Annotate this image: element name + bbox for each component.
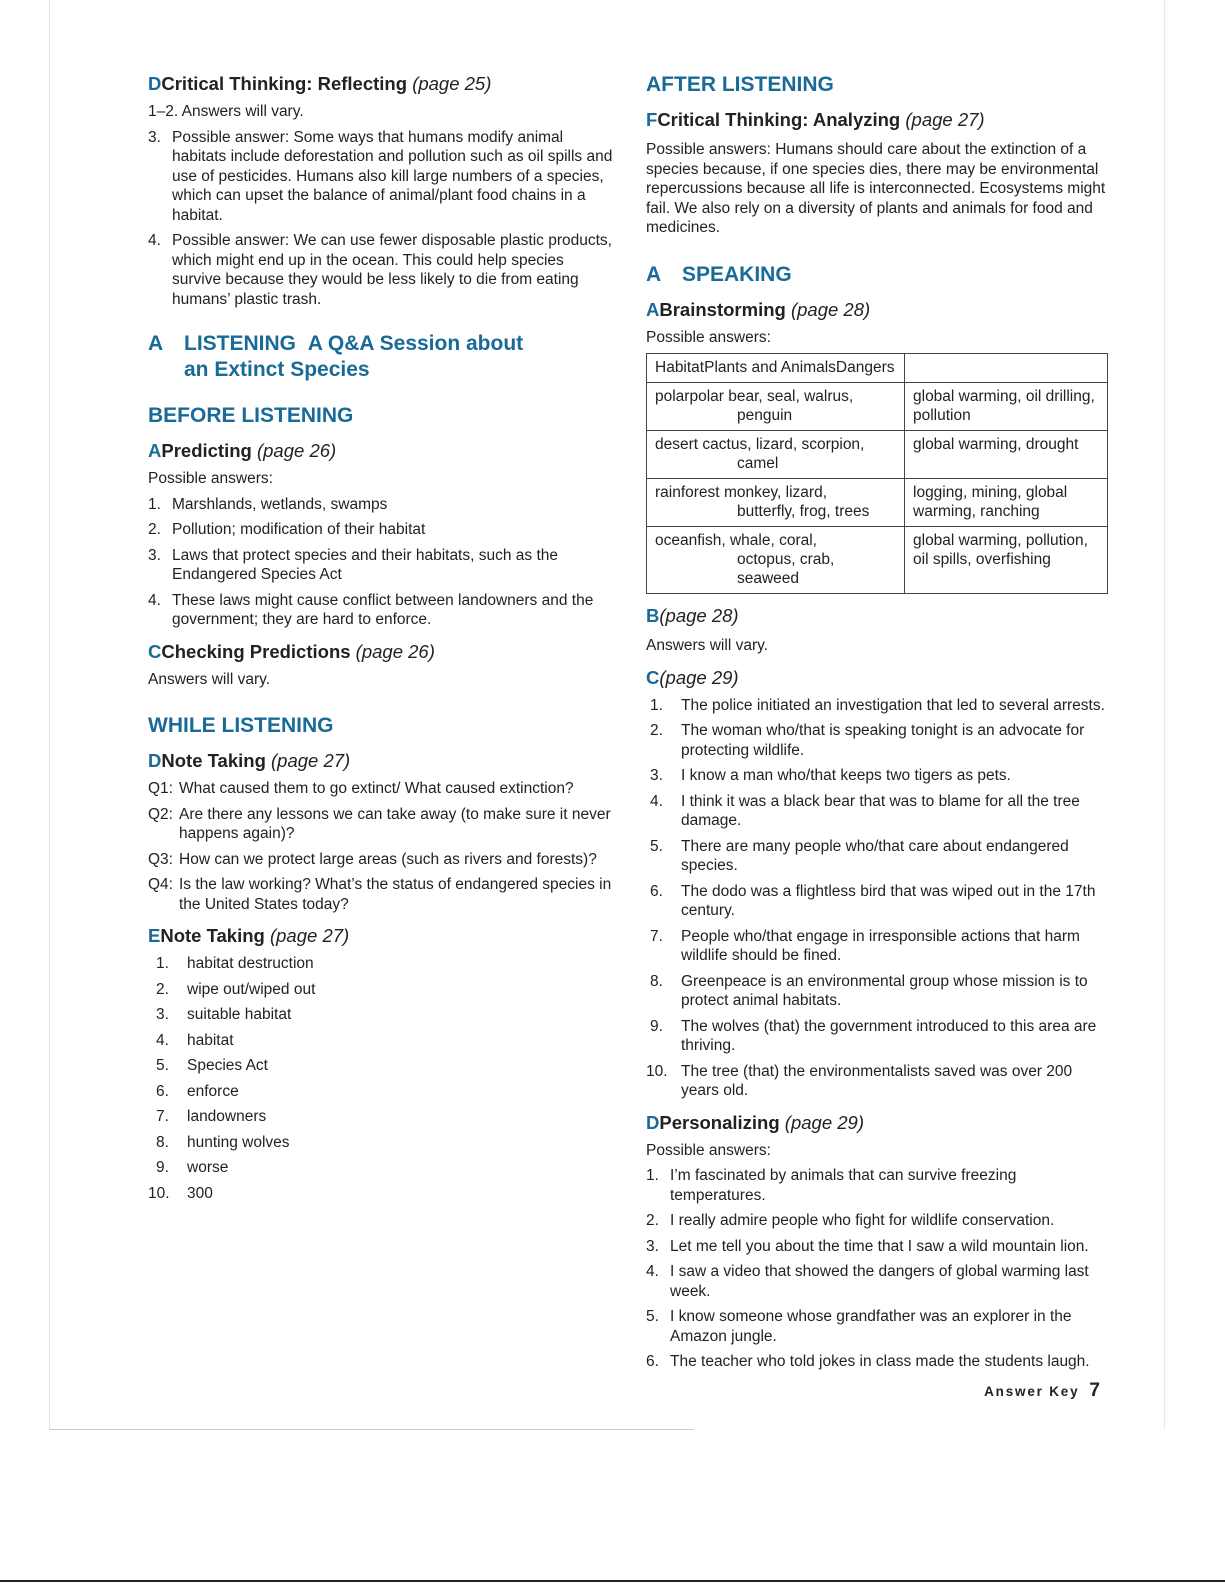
left-column bbox=[148, 70, 613, 1203]
list-item: 2. wipe out/wiped out bbox=[156, 980, 316, 998]
table-row bbox=[647, 527, 1108, 594]
list-item: 9. The wolves (that) the government introduced to this area are thriving. bbox=[650, 1017, 1097, 1054]
footer-label: Answer Key bbox=[984, 1384, 1080, 1399]
table-cell-dangers: global warming, pollution, oil spills, overfishing bbox=[905, 527, 1108, 594]
page-frame-bottom bbox=[49, 1429, 694, 1430]
analyzing-answer: Possible answers: Humans should care about the extinction of a species because, if one species dies, there may be environmental repercussions because all life is interconnected. Ecosystems might fail. We also rely on a diversity of plants and animals for food and medicines. bbox=[646, 141, 1106, 236]
table-cell-habitat-animals: oceanfish, whale, coral, octopus, crab, seaweed bbox=[647, 527, 905, 594]
page-number: 7 bbox=[1089, 1380, 1100, 1401]
activity-c-heading: C(page 29) bbox=[646, 666, 739, 688]
predicting-intro: Possible answers: bbox=[148, 470, 273, 487]
after-listening-heading: AFTER LISTENING bbox=[646, 73, 834, 96]
list-item: 3. Let me tell you about the time that I saw a wild mountain lion. bbox=[646, 1237, 1089, 1255]
list-item: 4. These laws might cause conflict between landowners and the government; they are hard to enforce. bbox=[148, 591, 594, 628]
list-item: 2. Pollution; modification of their habitat bbox=[148, 521, 426, 538]
while-listening-heading: WHILE LISTENING bbox=[148, 714, 334, 737]
list-item: 4. I think it was a black bear that was to blame for all the tree damage. bbox=[650, 792, 1080, 829]
list-item: Q3: How can we protect large areas (such as rivers and forests)? bbox=[148, 850, 597, 868]
personalizing-answers bbox=[646, 1166, 1108, 1372]
list-item: 8. Greenpeace is an environmental group whose mission is to protect animal habitats. bbox=[650, 972, 1088, 1009]
activity-f-analyzing-heading: FCritical Thinking: Analyzing (page 27) bbox=[646, 109, 985, 130]
list-item: 1. The police initiated an investigation that led to several arrests. bbox=[650, 696, 1105, 714]
activity-d-note-taking-heading: DNote Taking (page 27) bbox=[148, 750, 351, 771]
list-item: 10. 300 bbox=[148, 1184, 213, 1202]
list-item: 6. The dodo was a flightless bird that was wiped out in the 17th century. bbox=[650, 882, 1096, 919]
list-item: 6. The teacher who told jokes in class made the students laugh. bbox=[646, 1353, 1090, 1370]
list-item: 1. Marshlands, wetlands, swamps bbox=[148, 495, 388, 513]
table-cell-habitat-animals: polarpolar bear, seal, walrus, penguin bbox=[647, 383, 905, 431]
list-item: 5. I know someone whose grandfather was an explorer in the Amazon jungle. bbox=[646, 1308, 1072, 1345]
personalizing-intro: Possible answers: bbox=[646, 1141, 771, 1159]
list-item: 1. habitat destruction bbox=[156, 955, 314, 972]
predicting-answers bbox=[148, 495, 613, 630]
activity-b-heading: B(page 28) bbox=[646, 605, 739, 626]
before-listening-heading: BEFORE LISTENING bbox=[148, 404, 354, 427]
activity-c-checking-heading: CChecking Predictions (page 26) bbox=[148, 640, 435, 662]
list-item: 7. landowners bbox=[156, 1108, 267, 1125]
activity-b-answer: Answers will vary. bbox=[646, 637, 769, 654]
table-row bbox=[647, 383, 1108, 431]
list-item: 6. enforce bbox=[156, 1082, 239, 1100]
list-item: 4. habitat bbox=[156, 1031, 234, 1049]
habitat-table bbox=[646, 353, 1108, 594]
list-item: Q4: Is the law working? What’s the status of endangered species in the United States today? bbox=[148, 876, 612, 913]
page-footer bbox=[984, 1380, 1100, 1402]
table-cell-habitat-animals: desert cactus, lizard, scorpion, camel bbox=[647, 431, 905, 479]
list-item: 1–2. Answers will vary. bbox=[148, 103, 304, 120]
activity-d-personalizing-heading: DPersonalizing (page 29) bbox=[646, 1111, 864, 1133]
table-cell-dangers: global warming, drought bbox=[905, 431, 1108, 479]
table-row bbox=[647, 431, 1108, 479]
list-item: Q2: Are there any lessons we can take away (to make sure it never happens again)? bbox=[148, 805, 611, 842]
note-taking-questions bbox=[148, 779, 613, 914]
list-item: 5. Species Act bbox=[156, 1057, 268, 1074]
activity-a-brainstorming-heading: ABrainstorming (page 28) bbox=[646, 298, 871, 320]
brainstorming-intro: Possible answers: bbox=[646, 328, 771, 346]
list-item: 3. Laws that protect species and their habitats, such as the Endangered Species Act bbox=[148, 546, 559, 583]
activity-e-note-taking-heading: ENote Taking (page 27) bbox=[148, 925, 350, 946]
reflecting-answers bbox=[148, 102, 613, 309]
checking-answer: Answers will vary. bbox=[148, 670, 271, 688]
table-row bbox=[647, 479, 1108, 527]
table-header-row bbox=[647, 354, 1108, 383]
list-item: 9. worse bbox=[156, 1159, 229, 1176]
list-item: 3. suitable habitat bbox=[156, 1006, 292, 1023]
activity-a-predicting-heading: APredicting (page 26) bbox=[148, 440, 337, 461]
list-item: 8. hunting wolves bbox=[156, 1133, 290, 1151]
right-column bbox=[646, 70, 1108, 1372]
list-item: 1. I’m fascinated by animals that can survive freezing temperatures. bbox=[646, 1167, 1017, 1204]
list-item: 5. There are many people who/that care about endangered species. bbox=[650, 837, 1069, 874]
table-header-cell: HabitatPlants and AnimalsDangers bbox=[647, 354, 905, 383]
listening-section-heading: A LISTENING A Q&A Session about an Extinct Species bbox=[148, 332, 524, 381]
page-frame-right bbox=[1164, 0, 1165, 1430]
list-item: 10. The tree (that) the environmentalists saved was over 200 years old. bbox=[646, 1062, 1073, 1099]
table-cell-dangers: global warming, oil drilling, pollution bbox=[905, 383, 1108, 431]
activity-c-answers bbox=[646, 696, 1108, 1101]
speaking-section-heading: A SPEAKING bbox=[646, 262, 792, 286]
page-frame-left bbox=[49, 0, 50, 1430]
page-bottom-rule bbox=[0, 1580, 1225, 1582]
list-item: Q1: What caused them to go extinct/ What caused extinction? bbox=[148, 780, 574, 797]
list-item: 3. I know a man who/that keeps two tigers as pets. bbox=[650, 767, 1011, 784]
table-cell-habitat-animals: rainforest monkey, lizard, butterfly, frog, trees bbox=[647, 479, 905, 527]
table-cell-dangers: logging, mining, global warming, ranching bbox=[905, 479, 1108, 527]
list-item: 2. I really admire people who fight for wildlife conservation. bbox=[646, 1212, 1055, 1229]
list-item: 7. People who/that engage in irresponsible actions that harm wildlife should be fined. bbox=[650, 927, 1080, 964]
table-header-empty-cell bbox=[905, 354, 1108, 383]
note-taking-answers bbox=[148, 954, 613, 1203]
list-item: 2. The woman who/that is speaking tonight is an advocate for protecting wildlife. bbox=[650, 722, 1085, 759]
list-item: 4. I saw a video that showed the dangers of global warming last week. bbox=[646, 1263, 1089, 1300]
list-item: 4. Possible answer: We can use fewer disposable plastic products, which might end up in the ocean. This could help species survive because they would be less likely to die from eating humans’ plastic trash. bbox=[148, 232, 612, 308]
activity-d-reflecting-heading: DCritical Thinking: Reflecting (page 25) bbox=[148, 73, 492, 94]
list-item: 3. Possible answer: Some ways that humans modify animal habitats include deforestation and pollution such as oil spills and use of pesticides. Humans also kill large numbers of a species, which can upset the balance of animal/plant food chains in a habitat. bbox=[148, 128, 613, 224]
